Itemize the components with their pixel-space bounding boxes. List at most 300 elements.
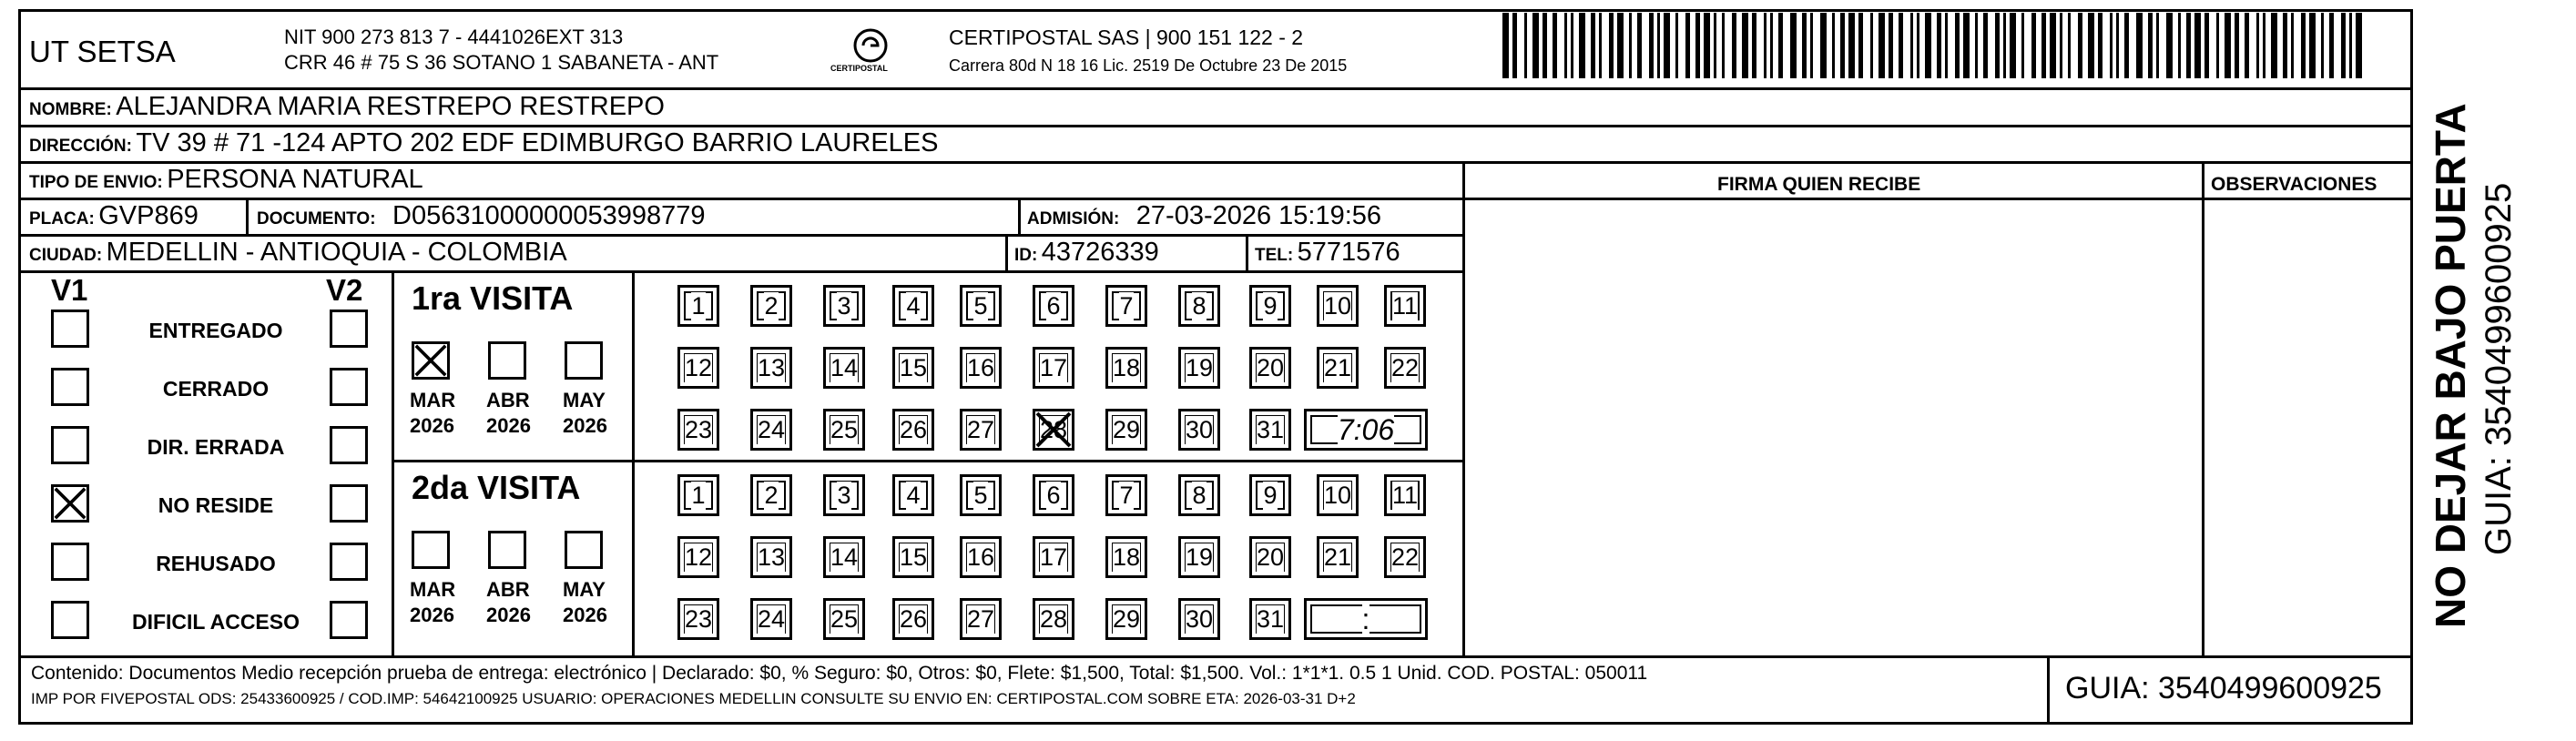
barcode-bar [1675,13,1678,78]
day-checkbox[interactable] [1178,409,1220,451]
day-checkbox[interactable] [1317,474,1359,516]
barcode-bar [2156,13,2159,78]
barcode-bar [2050,13,2056,78]
barcode-bar [2291,13,2294,78]
day-number: 10 [1323,291,1352,320]
barcode-bar [1571,13,1573,78]
nombre-value: ALEJANDRA MARIA RESTREPO RESTREPO [116,92,665,121]
year-label: 2026 [410,414,454,437]
barcode-bar [1983,13,1988,78]
day-checkbox[interactable] [960,536,1002,578]
day-checkbox[interactable] [1105,347,1147,389]
barcode-bar [2329,13,2334,78]
day-number: 21 [1323,543,1352,571]
v1-checkbox[interactable] [51,426,89,464]
id-row [1014,238,1159,268]
day-checkbox[interactable] [1249,598,1291,640]
day-number: 5 [973,481,988,509]
day-number: 3 [837,291,851,320]
month-label: MAY [563,578,606,601]
barcode-bar [2216,13,2219,78]
barcode-bar [1742,13,1748,78]
day-number: 6 [1046,291,1061,320]
barcode-bar [2309,13,2316,78]
barcode-bar [2263,13,2265,78]
day-number: 21 [1323,353,1352,381]
day-checkbox[interactable] [677,536,719,578]
day-number: 30 [1185,415,1214,443]
day-checkbox[interactable] [1033,536,1074,578]
barcode-bar [2194,13,2201,78]
day-number: 8 [1192,481,1207,509]
footer-contenido: Contenido: Documentos Medio recepción prueba de entrega: electrónico | Declarado: $0, % Seguro: $0, Otros: $0, Flete: $1,500, Total: $1,500. Vol.: 1*1*1. 0.5 1 Unid. COD. POSTAL: 050011 [31,663,1648,684]
nombre-label: NOMBRE: [29,100,112,119]
v2-checkbox[interactable] [330,601,368,639]
day-checkbox[interactable] [1178,598,1220,640]
barcode-bar [1955,13,1960,78]
month-checkbox[interactable] [488,531,526,569]
side-guia: GUIA: 3540499600925 [2479,182,2519,555]
day-number: 1 [691,481,706,509]
day-checkbox[interactable] [892,598,934,640]
barcode-bar [2098,13,2103,78]
day-checkbox[interactable] [1033,474,1074,516]
day-checkbox[interactable] [960,347,1002,389]
day-number: 27 [966,415,995,443]
time-value: 7:06 [1337,412,1395,446]
day-checkbox[interactable] [1249,474,1291,516]
day-checkbox[interactable] [892,409,934,451]
day-number: 15 [899,353,928,381]
nombre-row [29,92,665,122]
day-checkbox[interactable] [1105,409,1147,451]
logo-text: CERTIPOSTAL [830,64,888,73]
barcode-bar [1543,13,1547,78]
v1-checkbox[interactable] [51,601,89,639]
company-name: UT SETSA [29,35,176,68]
admision-value: 27-03-2026 15:19:56 [1135,201,1382,230]
month-label: MAR [410,389,456,411]
barcode-bar [1732,13,1736,78]
day-number: 13 [757,353,786,381]
tipo-label: TIPO DE ENVIO: [29,173,163,192]
day-checkbox[interactable] [960,285,1002,327]
barcode [1502,13,2377,78]
day-checkbox[interactable] [1105,285,1147,327]
time-field[interactable] [1304,409,1428,451]
barcode-bar [1889,13,1893,78]
barcode-bar [2356,13,2362,78]
day-checkbox[interactable] [1317,285,1359,327]
barcode-bar [1591,13,1595,78]
firma-header: FIRMA QUIEN RECIBE [1717,174,1921,195]
barcode-bar [1532,13,1539,78]
barcode-bar [2078,13,2082,78]
day-checkbox[interactable] [1033,409,1074,451]
tel-label: TEL: [1255,246,1294,265]
day-checkbox[interactable] [1105,536,1147,578]
day-checkbox[interactable] [677,474,719,516]
day-number: 14 [830,543,859,571]
day-checkbox[interactable] [823,285,865,327]
day-number: 16 [966,543,995,571]
footer-imp: IMP POR FIVEPOSTAL ODS: 25433600925 / COD.IMP: 54642100925 USUARIO: OPERACIONES MEDELLIN CONSULTE SU ENVIO EN: CERTIPOSTAL.COM SOBRE ETA: 2026-03-31 D+2 [31,690,1356,707]
divider [246,198,249,234]
divider [392,270,394,657]
day-number: 9 [1263,481,1278,509]
day-number: 11 [1391,481,1419,509]
day-number: 22 [1390,353,1420,381]
day-number: 4 [906,481,921,509]
month-checkbox[interactable] [565,341,603,380]
observaciones-area[interactable] [2205,200,2409,655]
day-number: 4 [906,291,921,320]
barcode-bar [2060,13,2062,78]
barcode-bar [1858,13,1863,78]
divider [18,270,1462,273]
v2-label: V2 [326,273,363,307]
day-checkbox[interactable] [1317,536,1359,578]
v2-checkbox[interactable] [330,368,368,406]
direccion-label: DIRECCIÓN: [29,137,132,156]
day-number: 22 [1390,543,1420,571]
year-label: 2026 [486,604,531,626]
day-number: 28 [1039,604,1068,633]
day-checkbox[interactable] [1249,409,1291,451]
status-label: DIR. ERRADA [147,435,285,459]
day-number: 26 [899,415,928,443]
day-checkbox[interactable] [1384,474,1426,516]
documento-value: D05631000000053998779 [392,201,706,230]
documento-label: DOCUMENTO: [257,209,376,228]
barcode-bar [1599,13,1602,78]
barcode-bar [2116,13,2119,78]
divider [632,270,635,657]
day-checkbox[interactable] [1105,598,1147,640]
day-checkbox[interactable] [750,474,792,516]
id-label: ID: [1014,246,1038,265]
day-checkbox[interactable] [1384,285,1426,327]
day-number: 24 [757,415,786,443]
barcode-bar [1657,13,1660,78]
certipostal-info: CERTIPOSTAL SAS | 900 151 122 - 2 [949,25,1304,49]
divider [18,125,2413,127]
day-number: 1 [691,291,706,320]
day-checkbox[interactable] [1178,347,1220,389]
barcode-bar [1564,13,1567,78]
day-checkbox[interactable] [823,598,865,640]
barcode-bar [1617,13,1624,78]
ciudad-label: CIUDAD: [29,246,103,265]
visit-title: 2da VISITA [412,469,581,506]
admision-row [1027,201,1381,231]
barcode-bar [1524,13,1527,78]
barcode-bar [1810,13,1813,78]
day-number: 5 [973,291,988,320]
year-label: 2026 [486,414,531,437]
day-checkbox[interactable] [823,474,865,516]
day-checkbox[interactable] [1317,347,1359,389]
v1-checkbox[interactable] [51,484,89,523]
direccion-row [29,128,938,158]
documento-row [257,201,706,231]
divider [1005,234,1008,270]
day-number: 29 [1112,415,1141,443]
footer-guia: GUIA: 3540499600925 [2065,671,2382,705]
time-value: : [1361,602,1370,635]
barcode-bar [1770,13,1773,78]
day-checkbox[interactable] [892,347,934,389]
day-number: 24 [757,604,786,633]
barcode-bar [1685,13,1690,78]
day-checkbox[interactable] [1249,285,1291,327]
month-checkbox[interactable] [412,341,450,380]
barcode-bar [2010,13,2016,78]
divider [1018,198,1021,234]
certipostal-license: Carrera 80d N 18 16 Lic. 2519 De Octubre 23 De 2015 [949,56,1348,75]
divider [18,87,2413,90]
ciudad-row [29,238,567,268]
barcode-bar [2166,13,2173,78]
v2-checkbox[interactable] [330,484,368,523]
barcode-bar [2178,13,2181,78]
barcode-bar [1778,13,1783,78]
direccion-value: TV 39 # 71 -124 APTO 202 EDF EDIMBURGO BARRIO LAURELES [136,128,939,157]
day-number: 31 [1256,604,1285,633]
status-label: CERRADO [162,377,270,401]
barcode-bar [2124,13,2129,78]
day-number: 19 [1185,543,1214,571]
v2-checkbox[interactable] [330,543,368,581]
year-label: 2026 [563,414,607,437]
barcode-bar [1840,13,1845,78]
barcode-bar [2068,13,2071,78]
day-checkbox[interactable] [750,598,792,640]
barcode-bar [2003,13,2006,78]
day-number: 3 [837,481,851,509]
day-number: 16 [966,353,995,381]
barcode-bar [1764,13,1767,78]
month-label: ABR [486,389,530,411]
barcode-bar [2186,13,2191,78]
x-mark-icon [414,344,447,377]
no-dejar-bajo-puerta: NO DEJAR BAJO PUERTA [2427,103,2474,628]
day-checkbox[interactable] [750,285,792,327]
v2-checkbox[interactable] [330,310,368,348]
barcode-bar [2041,13,2046,78]
month-checkbox[interactable] [565,531,603,569]
status-label: DIFICIL ACCESO [131,610,300,634]
day-checkbox[interactable] [1249,536,1291,578]
barcode-bar [1579,13,1585,78]
day-number: 25 [830,604,859,633]
month-label: MAY [563,389,606,411]
barcode-bar [2245,13,2249,78]
month-checkbox[interactable] [412,531,450,569]
v1-checkbox[interactable] [51,310,89,348]
day-checkbox[interactable] [960,409,1002,451]
barcode-bar [2271,13,2277,78]
day-number: 17 [1039,353,1068,381]
day-number: 17 [1039,543,1068,571]
barcode-bar [2088,13,2094,78]
barcode-bar [2283,13,2287,78]
divider [1462,161,1465,657]
tipo-row [29,165,423,195]
day-checkbox[interactable] [960,598,1002,640]
divider [18,161,2413,164]
barcode-bar [1695,13,1700,78]
barcode-bar [2021,13,2024,78]
divider [392,460,1464,462]
barcode-bar [2031,13,2036,78]
day-number: 27 [966,604,995,633]
barcode-bar [1722,13,1725,78]
year-label: 2026 [563,604,607,626]
day-number: 12 [684,353,713,381]
day-number: 23 [684,604,713,633]
barcode-bar [1820,13,1827,78]
barcode-bar [1963,13,1970,78]
placa-value: GVP869 [98,201,199,230]
day-checkbox[interactable] [750,409,792,451]
day-checkbox[interactable] [892,474,934,516]
barcode-bar [1664,13,1670,78]
month-label: MAR [410,578,456,601]
barcode-bar [1879,13,1885,78]
barcode-bar [1848,13,1855,78]
firma-area[interactable] [1466,200,2200,655]
day-checkbox[interactable] [750,347,792,389]
day-number: 20 [1256,543,1285,571]
day-number: 19 [1185,353,1214,381]
barcode-bar [2235,13,2239,78]
barcode-bar [1995,13,2000,78]
day-number: 18 [1112,353,1141,381]
v2-checkbox[interactable] [330,426,368,464]
observaciones-header: OBSERVACIONES [2211,174,2377,195]
day-checkbox[interactable] [1384,347,1426,389]
day-number: 26 [899,604,928,633]
placa-label: PLACA: [29,209,95,228]
day-number: 9 [1263,291,1278,320]
barcode-bar [1870,13,1873,78]
barcode-bar [1649,13,1654,78]
day-checkbox[interactable] [677,409,719,451]
day-number: 31 [1256,415,1285,443]
barcode-bar [1637,13,1642,78]
day-checkbox[interactable] [892,285,934,327]
day-checkbox[interactable] [1105,474,1147,516]
day-number: 6 [1046,481,1061,509]
day-checkbox[interactable] [677,285,719,327]
barcode-bar [1629,13,1632,78]
day-checkbox[interactable] [1384,536,1426,578]
day-checkbox[interactable] [750,536,792,578]
x-mark-icon [1035,411,1072,448]
divider [1246,234,1248,270]
barcode-bar [2148,13,2153,78]
day-number: 7 [1119,291,1134,320]
ciudad-value: MEDELLIN - ANTIOQUIA - COLOMBIA [106,238,567,267]
time-field[interactable] [1304,598,1428,640]
divider [18,655,2413,658]
day-number: 30 [1185,604,1214,633]
barcode-bar [1790,13,1797,78]
day-checkbox[interactable] [1033,347,1074,389]
barcode-bar [1553,13,1557,78]
day-checkbox[interactable] [1178,474,1220,516]
barcode-bar [2256,13,2259,78]
barcode-bar [1832,13,1835,78]
day-checkbox[interactable] [823,409,865,451]
day-checkbox[interactable] [1249,347,1291,389]
barcode-bar [2225,13,2231,78]
barcode-bar [1502,13,1509,78]
day-checkbox[interactable] [1033,285,1074,327]
barcode-bar [1945,13,1948,78]
day-number: 25 [830,415,859,443]
day-checkbox[interactable] [1033,598,1074,640]
month-checkbox[interactable] [488,341,526,380]
day-checkbox[interactable] [1178,285,1220,327]
v1-label: V1 [51,273,88,307]
barcode-bar [1937,13,1941,78]
divider [2202,161,2204,657]
day-checkbox[interactable] [960,474,1002,516]
company-nit: NIT 900 273 813 7 - 4441026EXT 313 [284,25,624,48]
placa-row [29,201,199,231]
day-number: 18 [1112,543,1141,571]
v1-checkbox[interactable] [51,368,89,406]
day-number: 13 [757,543,786,571]
barcode-bar [1899,13,1903,78]
barcode-bar [2110,13,2113,78]
barcode-bar [2341,13,2346,78]
day-checkbox[interactable] [823,347,865,389]
barcode-bar [1752,13,1756,78]
year-label: 2026 [410,604,454,626]
barcode-bar [1512,13,1517,78]
v1-checkbox[interactable] [51,543,89,581]
barcode-bar [2301,13,2306,78]
status-label: REHUSADO [156,552,276,575]
day-checkbox[interactable] [677,347,719,389]
day-checkbox[interactable] [823,536,865,578]
day-number: 2 [764,291,779,320]
barcode-bar [2136,13,2143,78]
day-number: 10 [1323,481,1352,509]
barcode-bar [1910,13,1913,78]
day-number: 20 [1256,353,1285,381]
barcode-bar [1975,13,1978,78]
day-number: 15 [899,543,928,571]
tel-row [1255,238,1400,268]
day-number: 2 [764,481,779,509]
day-checkbox[interactable] [677,598,719,640]
barcode-bar [1925,13,1931,78]
id-value: 43726339 [1041,238,1159,267]
day-checkbox[interactable] [1178,536,1220,578]
x-mark-icon [54,487,87,520]
day-checkbox[interactable] [892,536,934,578]
day-number: 28 [1039,415,1068,443]
day-number: 11 [1391,291,1419,320]
status-label: NO RESIDE [158,493,274,517]
barcode-bar [2204,13,2209,78]
barcode-bar [2321,13,2324,78]
visit-title: 1ra VISITA [412,279,574,317]
